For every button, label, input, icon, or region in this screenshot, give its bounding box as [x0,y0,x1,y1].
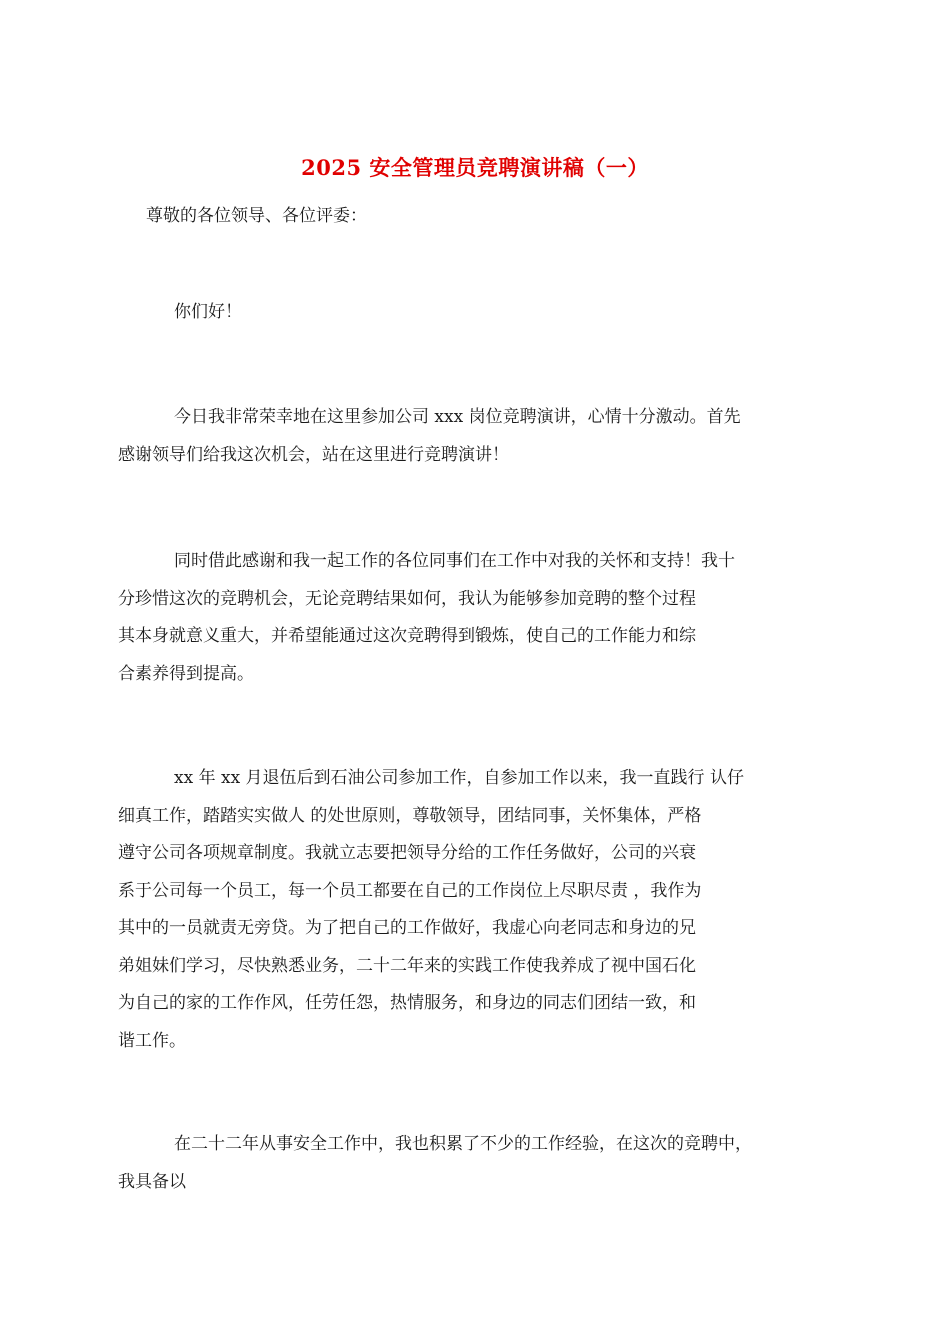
paragraph-line: 遵守公司各项规章制度。我就立志要把领导分给的工作任务做好，公司的兴衰 [118,843,696,863]
paragraph-line: 你们好！ [174,302,242,322]
paragraph-line: 在二十二年从事安全工作中，我也积累了不少的工作经验，在这次的竞聘中， [174,1134,752,1154]
paragraph-line: xx 年 xx 月退伍后到石油公司参加工作，自参加工作以来，我一直践行 认仔 [174,768,744,788]
paragraph [118,399,810,474]
paragraph-line: 弟姐妹们学习，尽快熟悉业务，二十二年来的实践工作使我养成了视中国石化 [118,955,696,976]
paragraph-line: 合素养得到提高。 [118,663,254,684]
paragraph [146,294,810,332]
paragraph-line: 我具备以 [118,1171,186,1192]
paragraph [118,543,810,693]
paragraph [118,1126,810,1201]
salutation: 尊敬的各位领导、各位评委： [146,206,367,226]
paragraph-line: 同时借此感谢和我一起工作的各位同事们在工作中对我的关怀和支持！我十 [174,551,735,571]
paragraph-line: 系于公司每一个员工，每一个员工都要在自己的工作岗位上尽职尽责 ，我作为 [118,880,702,901]
paragraph [118,760,810,1060]
paragraph-line: 为自己的家的工作作风，任劳任怨，热情服务，和身边的同志们团结一致，和 [118,993,696,1013]
paragraph-line: 细真工作，踏踏实实做人 的处世原则，尊敬领导，团结同事，关怀集体，严格 [118,805,702,826]
paragraph-line: 分珍惜这次的竞聘机会，无论竞聘结果如何，我认为能够参加竞聘的整个过程 [118,588,696,609]
paragraph-line: 今日我非常荣幸地在这里参加公司 xxx 岗位竞聘演讲，心情十分激动。首先 [174,407,741,427]
paragraph-line: 其本身就意义重大，并希望能通过这次竞聘得到锻炼，使自己的工作能力和综 [118,626,696,646]
paragraph-line: 感谢领导们给我这次机会，站在这里进行竞聘演讲！ [118,444,509,465]
paragraph-line: 谐工作。 [118,1030,186,1051]
paragraph-line: 其中的一员就责无旁贷。为了把自己的工作做好，我虚心向老同志和身边的兄 [118,918,696,938]
document-title: 2025 安全管理员竞聘演讲稿（一） [301,155,649,180]
